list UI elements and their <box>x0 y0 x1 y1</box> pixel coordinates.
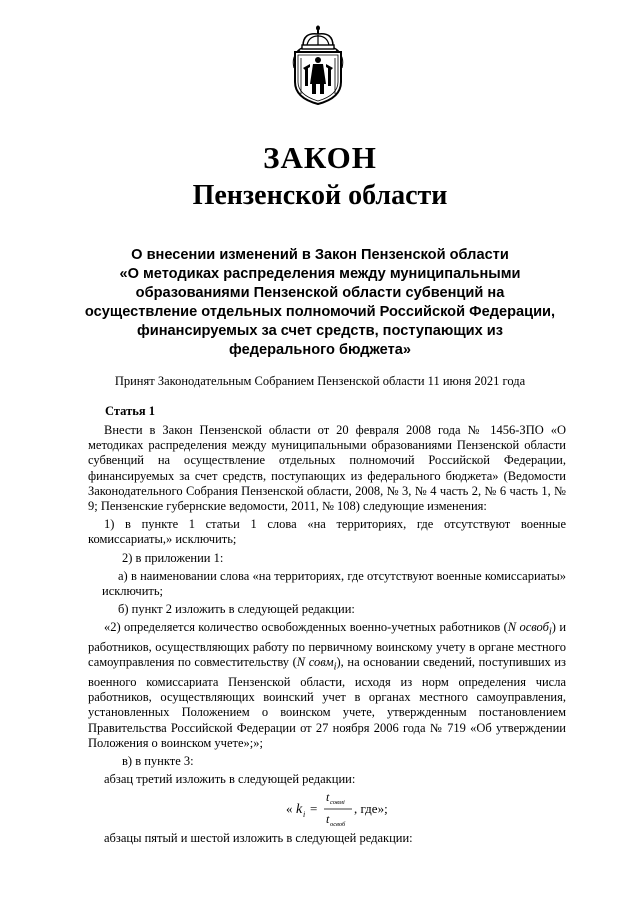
document-type-title: ЗАКОН <box>263 140 377 175</box>
document-region-title: Пензенской области <box>192 180 448 211</box>
formula-tail: , где»; <box>354 801 388 817</box>
intro-paragraph: Внести в Закон Пензенской области от 20 февраля 2008 года № 1456-ЗПО «О методиках распределения между муниципальными образованиями Пензенской области субвенций на осуществление отдельных полномочий Российской Федерации, финансируемых за счет средств, поступающих из федерального бюджета» (Ведомости Законодательного Собрания Пензенской области, 2008, № 3, № 4 часть 2, № 6 часть 1, № 9; Пензенские губернские ведомости, 2011, № 108) следующие изменения: <box>88 423 566 514</box>
law-subject-heading <box>60 246 580 360</box>
subject-line: образованиями Пензенской области субвенций на <box>135 285 505 301</box>
formula-svg <box>268 787 418 831</box>
point-2-text <box>88 620 566 751</box>
formula-open-quote: « <box>286 801 293 817</box>
variable-n-sovm: N совм$_i$ <box>296 655 337 673</box>
amendment-item-2b: б) пункт 2 изложить в следующей редакции: <box>118 602 355 617</box>
amendment-item-2a: а) в наименовании слова «на территориях, где отсутствуют военные комиссариаты» исключить; <box>102 568 566 599</box>
coat-of-arms-icon <box>285 24 351 106</box>
formula-equals: = <box>310 801 318 817</box>
article-body <box>88 423 566 847</box>
amendment-item-2: 2) в приложении 1: <box>122 550 224 565</box>
formula-k: k <box>296 802 303 818</box>
subject-line: федерального бюджета» <box>229 342 411 358</box>
subject-line: «О методиках распределения между муниципальными <box>119 266 521 282</box>
formula-den: t <box>326 812 330 827</box>
amendment-item-1: 1) в пункте 1 статьи 1 слова «на территориях, где отсутствуют военные комиссариаты,» исключить; <box>88 517 566 547</box>
adoption-note: Принят Законодательным Собранием Пензенской области 11 июня 2021 года <box>114 374 526 388</box>
paragraph-3-instruction: абзац третий изложить в следующей редакции: <box>104 772 356 787</box>
formula-num: t <box>326 790 330 805</box>
formula-k <box>88 787 566 831</box>
subject-line: осуществление отдельных полномочий Российской Федерации, <box>84 304 556 320</box>
formula-den-sub: освоб <box>330 821 346 829</box>
paragraphs-5-6-instruction: абзацы пятый и шестой изложить в следующей редакции: <box>104 831 413 846</box>
formula-num-sub: совмi <box>330 799 345 807</box>
article-heading: Статья 1 <box>105 404 155 418</box>
point2-text-part: «2) определяется количество освобожденных военно-учетных работников ( <box>104 620 508 635</box>
variable-n-osvob: N освоб$_i$ <box>507 620 552 638</box>
subject-line: О внесении изменений в Закон Пензенской области <box>131 247 509 263</box>
point2-text-part: ) и работников, осуществляющих работу по первичному воинскому учету в органе местного самоуправления по совместительству ( <box>88 620 567 670</box>
subject-line: финансируемых за счет средств, поступающих из <box>136 323 504 339</box>
point2-text-part: ), на основании сведений, поступивших из военного комиссариата Пензенской области, исходя из норм определения числа работников, осуществляющих воинский учет в органах местного самоуправления, установленных Положением о воинском учете, утвержденным постановлением Правительства Российской Федерации от 27 ноября 2006 года № 719 «Об утверждении Положения о воинском учете»;»; <box>88 655 566 750</box>
amendment-item-2c: в) в пункте 3: <box>122 754 194 769</box>
formula-k-sub: i <box>303 810 306 820</box>
